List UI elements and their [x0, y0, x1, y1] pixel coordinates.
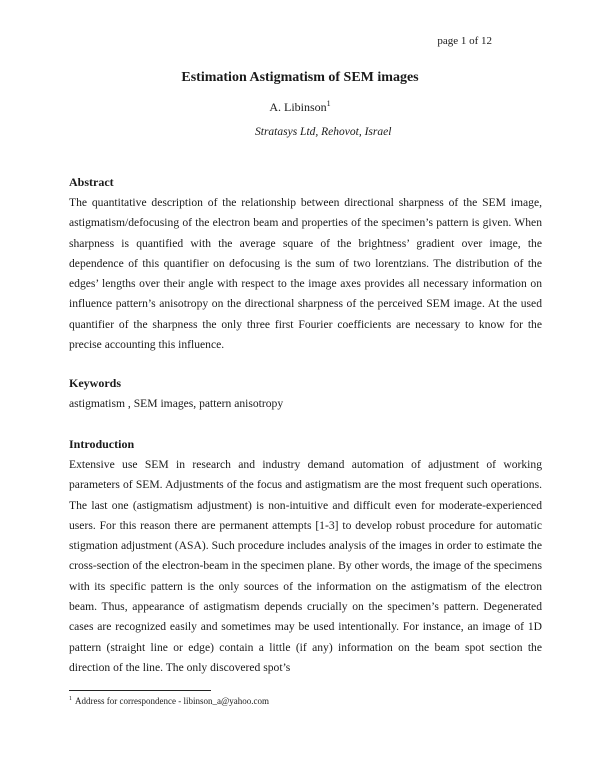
- footnote: [69, 696, 269, 706]
- abstract-heading: Abstract: [69, 175, 114, 189]
- footnote-text: Address for correspondence - libinson_a@yahoo.com: [75, 696, 269, 706]
- introduction-heading: Introduction: [69, 437, 135, 451]
- page-number: page 1 of 12: [437, 35, 492, 47]
- author-name: A. Libinson: [269, 100, 327, 114]
- introduction-text: Extensive use SEM in research and industry demand automation of adjustment of working parameters of SEM. Adjustments of the focus and astigmatism are the most frequent such operations. The last one (astigmatism adjustment) is non-intuitive and difficult even for moderate-experienced users. For this reason there are permanent attempts [1-3] to develop robust procedure for automatic stigmation adjustment (ASA). Such procedure includes analysis of the images in order to estimate the cross-section of the electron-beam in the specimen plane. By other words, the image of the specimens with its specific pattern is the only sources of the information on the astigmatism of the electron beam. Thus, appearance of astigmatism depends crucially on the specimen’s pattern. Degenerated cases are recognized easily and sometimes may be used intentionally. For instance, an image of 1D pattern (straight line or edge) contain a little (if any) information on the beam spot section the direction of the line. The only discovered spot’s: [69, 458, 542, 674]
- affiliation: Stratasys Ltd, Rehovot, Israel: [255, 126, 392, 138]
- author-line: [0, 99, 600, 115]
- author-footnote-mark: 1: [326, 99, 331, 108]
- paper-title: Estimation Astigmatism of SEM images: [181, 70, 419, 85]
- abstract-text: The quantitative description of the relationship between directional sharpness of the SEM image, astigmatism/defocusing of the electron beam and properties of the specimen’s pattern is given. When sharpness is quantified with the average square of the brightness’ gradient over image, the dependence of this quantifier on defocusing is the sum of two lorentzians. The distribution of the edges’ lengths over their angle with respect to the image axes provides all necessary information on influence pattern’s anisotropy on the directional sharpness of the perceived SEM image. At the used quantifier of the sharpness the only three first Fourier coefficients are necessary to know for the precise accounting this influence.: [69, 196, 542, 352]
- keywords-text: astigmatism , SEM images, pattern anisotropy: [69, 397, 284, 410]
- keywords-heading: Keywords: [69, 376, 121, 390]
- footnote-mark: 1: [69, 696, 72, 702]
- footnote-separator: [69, 690, 211, 691]
